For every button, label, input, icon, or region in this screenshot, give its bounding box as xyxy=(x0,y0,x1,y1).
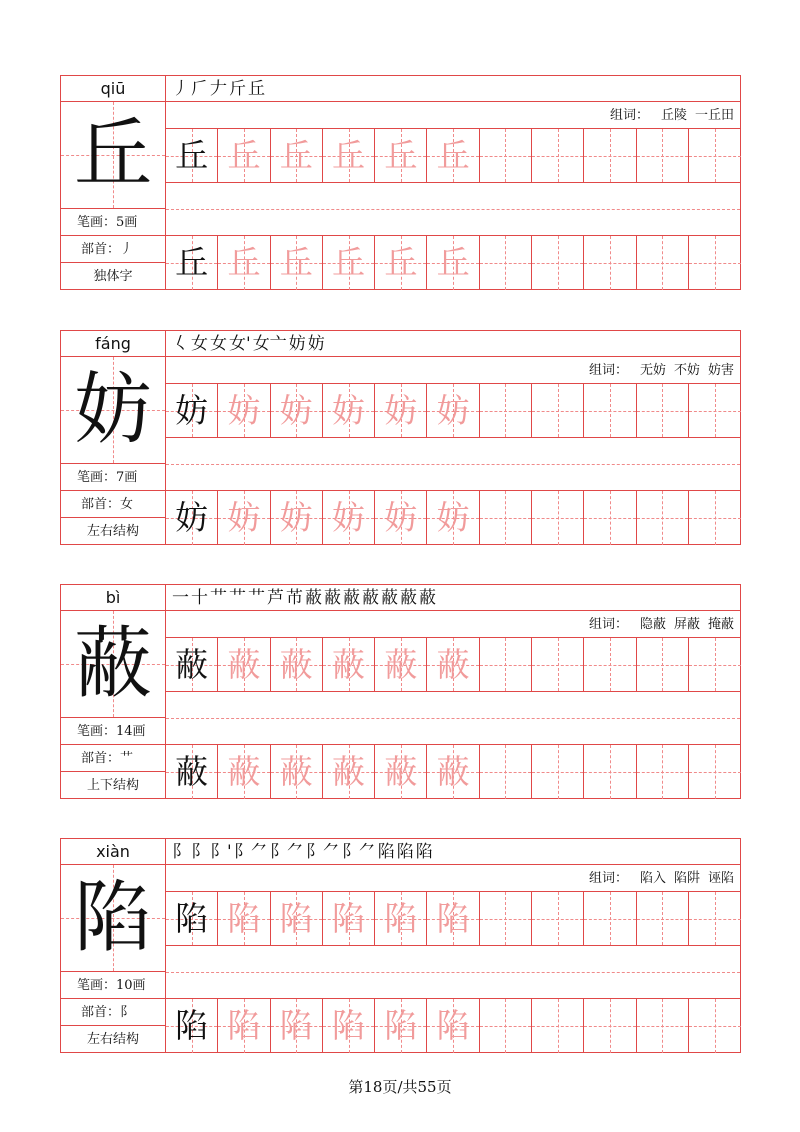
practice-cell xyxy=(427,745,479,799)
trace-char: 陷 xyxy=(332,1006,366,1045)
character-practice-block xyxy=(60,330,741,545)
practice-cell xyxy=(218,892,270,945)
model-char: 丘 xyxy=(175,243,209,282)
stroke-count: 笔画：14画 xyxy=(61,718,165,745)
structure: 上下结构 xyxy=(86,778,139,793)
stroke-step: 阝⺈ xyxy=(269,842,304,862)
trace-char: 蔽 xyxy=(227,645,261,684)
stroke-step: 艹 xyxy=(210,588,227,608)
practice-cell xyxy=(166,745,218,799)
structure: 左右结构 xyxy=(86,524,139,539)
pinyin: xiàn xyxy=(61,839,165,865)
stroke-step: 丿 xyxy=(172,79,189,99)
trace-char: 陷 xyxy=(436,1006,470,1045)
practice-cell xyxy=(218,745,270,799)
practice-cell xyxy=(480,999,532,1053)
practice-cell xyxy=(584,491,636,545)
model-char: 妨 xyxy=(175,498,209,537)
practice-area xyxy=(166,585,740,798)
practice-cell xyxy=(689,638,741,691)
stroke-step: 蔽 xyxy=(400,588,417,608)
char-info-column xyxy=(61,331,166,544)
stroke-step: 艹 xyxy=(229,588,246,608)
stroke-count: 笔画：5画 xyxy=(61,209,165,236)
practice-cell xyxy=(323,638,375,691)
stroke-order xyxy=(166,839,740,865)
practice-cell xyxy=(166,999,218,1053)
practice-cell xyxy=(584,892,636,945)
practice-grid-row xyxy=(166,236,740,290)
vocab-word: 屏蔽 xyxy=(673,617,700,632)
vocab-word: 无妨 xyxy=(639,363,666,378)
vocab-word: 一丘田 xyxy=(694,108,734,123)
practice-cell xyxy=(323,384,375,437)
trace-char: 丘 xyxy=(332,243,366,282)
practice-cell xyxy=(637,491,689,545)
stroke-step: 芇 xyxy=(286,588,303,608)
practice-cell xyxy=(480,384,532,437)
vocabulary xyxy=(166,357,740,384)
stroke-step: 阝⺈ xyxy=(341,842,376,862)
trace-char: 丘 xyxy=(332,136,366,175)
practice-cell xyxy=(218,999,270,1053)
practice-cell xyxy=(689,236,741,290)
spacer-row xyxy=(166,183,740,236)
practice-cell xyxy=(218,491,270,545)
vocab-label: 组词： xyxy=(588,363,628,378)
practice-cell xyxy=(637,892,689,945)
practice-cell xyxy=(532,236,584,290)
large-char: 丘 xyxy=(73,110,152,200)
practice-cell xyxy=(480,892,532,945)
pinyin: qiū xyxy=(61,76,165,102)
large-char: 陷 xyxy=(73,873,152,963)
practice-cell xyxy=(323,129,375,182)
practice-cell xyxy=(480,129,532,182)
trace-char: 陷 xyxy=(227,899,261,938)
large-char-box xyxy=(61,357,165,464)
practice-cell xyxy=(584,745,636,799)
stroke-step: 阝⺈ xyxy=(233,842,268,862)
pinyin: fáng xyxy=(61,331,165,357)
practice-cell xyxy=(271,745,323,799)
practice-cell xyxy=(375,236,427,290)
practice-cell xyxy=(375,129,427,182)
practice-cell xyxy=(427,384,479,437)
character-practice-block xyxy=(60,838,741,1053)
practice-grid-row xyxy=(166,129,740,183)
practice-cell xyxy=(271,491,323,545)
page-footer: 第18页/共55页 xyxy=(348,1078,452,1096)
practice-grid-row xyxy=(166,999,740,1053)
stroke-step: 丘 xyxy=(248,79,265,99)
stroke-step: 𡿨 xyxy=(172,334,189,354)
stroke-order xyxy=(166,331,740,357)
trace-char: 妨 xyxy=(279,498,313,537)
trace-char: 陷 xyxy=(279,1006,313,1045)
practice-cell xyxy=(689,745,741,799)
practice-cell xyxy=(584,638,636,691)
practice-cell xyxy=(480,745,532,799)
trace-char: 蔽 xyxy=(384,645,418,684)
practice-grid-row xyxy=(166,745,740,799)
practice-cell xyxy=(637,129,689,182)
model-char: 丘 xyxy=(175,136,209,175)
trace-char: 妨 xyxy=(332,391,366,430)
stroke-step: 陷 xyxy=(377,842,395,862)
character-practice-block xyxy=(60,584,741,799)
stroke-step: 十 xyxy=(191,588,208,608)
practice-cell xyxy=(427,491,479,545)
practice-cell xyxy=(532,129,584,182)
stroke-step: 𠂆 xyxy=(191,79,208,99)
practice-cell xyxy=(218,384,270,437)
vocab-word: 陷入 xyxy=(639,871,666,886)
practice-grid-row xyxy=(166,638,740,692)
practice-cell xyxy=(584,129,636,182)
stroke-step: 女亠 xyxy=(252,334,287,354)
trace-char: 蔽 xyxy=(279,752,313,791)
practice-cell xyxy=(375,638,427,691)
practice-area xyxy=(166,331,740,544)
stroke-step: 蔽 xyxy=(324,588,341,608)
practice-cell xyxy=(689,384,741,437)
practice-cell xyxy=(427,129,479,182)
structure: 左右结构 xyxy=(86,1032,139,1047)
practice-cell xyxy=(271,999,323,1053)
stroke-step: 女 xyxy=(191,334,208,354)
large-char-box xyxy=(61,865,165,972)
practice-cell xyxy=(166,129,218,182)
practice-cell xyxy=(218,236,270,290)
trace-char: 陷 xyxy=(332,899,366,938)
char-info-column xyxy=(61,839,166,1052)
model-char: 妨 xyxy=(175,391,209,430)
stroke-step: 蔽 xyxy=(305,588,322,608)
trace-char: 蔽 xyxy=(279,645,313,684)
trace-char: 陷 xyxy=(227,1006,261,1045)
trace-char: 妨 xyxy=(332,498,366,537)
stroke-step: 斤 xyxy=(229,79,246,99)
large-char: 蔽 xyxy=(73,619,152,709)
spacer-row xyxy=(166,946,740,999)
practice-area xyxy=(166,839,740,1052)
stroke-step: 女 xyxy=(210,334,227,354)
large-char-box xyxy=(61,611,165,718)
practice-cell xyxy=(323,745,375,799)
radical: 部首：丿 xyxy=(61,236,165,263)
stroke-step: 陷 xyxy=(396,842,414,862)
practice-area xyxy=(166,76,740,289)
practice-cell xyxy=(166,892,218,945)
practice-cell xyxy=(271,236,323,290)
trace-char: 陷 xyxy=(384,1006,418,1045)
pinyin: bì xyxy=(61,585,165,611)
trace-char: 蔽 xyxy=(436,752,470,791)
trace-char: 妨 xyxy=(436,391,470,430)
practice-cell xyxy=(375,384,427,437)
trace-char: 妨 xyxy=(227,498,261,537)
practice-cell xyxy=(637,384,689,437)
radical: 部首：女 xyxy=(61,491,165,518)
stroke-step: 艹 xyxy=(248,588,265,608)
vocab-word: 妨害 xyxy=(707,363,734,378)
trace-char: 蔽 xyxy=(332,752,366,791)
practice-cell xyxy=(166,638,218,691)
practice-cell xyxy=(689,491,741,545)
model-char: 蔽 xyxy=(175,645,209,684)
trace-char: 妨 xyxy=(279,391,313,430)
stroke-step: ⻖ xyxy=(172,842,189,862)
stroke-step: 阝⺈ xyxy=(305,842,340,862)
vocabulary xyxy=(166,865,740,892)
practice-cell xyxy=(532,384,584,437)
stroke-order xyxy=(166,585,740,611)
stroke-count: 笔画：10画 xyxy=(61,972,165,999)
stroke-step: 陷 xyxy=(415,842,433,862)
practice-cell xyxy=(584,384,636,437)
practice-cell xyxy=(323,236,375,290)
practice-cell xyxy=(637,236,689,290)
practice-cell xyxy=(532,999,584,1053)
practice-grid-row xyxy=(166,491,740,545)
practice-cell xyxy=(480,638,532,691)
practice-cell xyxy=(375,892,427,945)
practice-cell xyxy=(271,638,323,691)
model-char: 陷 xyxy=(175,899,209,938)
stroke-step: 𠂇 xyxy=(210,79,227,99)
stroke-step: 妨 xyxy=(288,334,306,354)
trace-char: 丘 xyxy=(384,136,418,175)
practice-cell xyxy=(323,999,375,1053)
trace-char: 妨 xyxy=(227,391,261,430)
stroke-order xyxy=(166,76,740,102)
practice-cell xyxy=(271,384,323,437)
practice-cell xyxy=(480,236,532,290)
practice-cell xyxy=(427,236,479,290)
practice-cell xyxy=(689,999,741,1053)
stroke-step: 蔽 xyxy=(381,588,398,608)
practice-grid-row xyxy=(166,892,740,946)
char-info-column xyxy=(61,76,166,289)
vocab-word: 隐蔽 xyxy=(639,617,666,632)
stroke-count: 笔画：7画 xyxy=(61,464,165,491)
practice-cell xyxy=(375,745,427,799)
trace-char: 妨 xyxy=(384,498,418,537)
trace-char: 丘 xyxy=(227,243,261,282)
practice-cell xyxy=(480,491,532,545)
stroke-step: 女' xyxy=(229,334,251,354)
practice-cell xyxy=(218,638,270,691)
trace-char: 丘 xyxy=(227,136,261,175)
trace-char: 陷 xyxy=(279,899,313,938)
stroke-step: 阝' xyxy=(210,842,232,862)
practice-cell xyxy=(218,129,270,182)
practice-cell xyxy=(166,236,218,290)
radical: 部首：阝 xyxy=(61,999,165,1026)
stroke-step: 蔽 xyxy=(419,588,436,608)
structure: 独体字 xyxy=(93,269,133,284)
stroke-step: 蔽 xyxy=(362,588,379,608)
vocab-label: 组词： xyxy=(609,108,649,123)
vocab-label: 组词： xyxy=(588,617,628,632)
vocabulary xyxy=(166,611,740,638)
practice-cell xyxy=(584,236,636,290)
vocab-word: 丘陵 xyxy=(660,108,687,123)
practice-cell xyxy=(375,491,427,545)
practice-cell xyxy=(375,999,427,1053)
trace-char: 丘 xyxy=(436,243,470,282)
large-char-box xyxy=(61,102,165,209)
practice-cell xyxy=(637,638,689,691)
practice-cell xyxy=(323,892,375,945)
radical: 部首：艹 xyxy=(61,745,165,772)
vocab-word: 不妨 xyxy=(673,363,700,378)
stroke-step: 妨 xyxy=(307,334,325,354)
practice-cell xyxy=(689,892,741,945)
practice-cell xyxy=(532,638,584,691)
vocab-word: 陷阱 xyxy=(673,871,700,886)
practice-cell xyxy=(323,491,375,545)
model-char: 陷 xyxy=(175,1006,209,1045)
trace-char: 蔽 xyxy=(332,645,366,684)
trace-char: 丘 xyxy=(279,243,313,282)
large-char: 妨 xyxy=(73,365,152,455)
practice-cell xyxy=(427,638,479,691)
practice-cell xyxy=(166,491,218,545)
practice-cell xyxy=(532,491,584,545)
trace-char: 蔽 xyxy=(436,645,470,684)
vocab-word: 掩蔽 xyxy=(707,617,734,632)
vocabulary xyxy=(166,102,740,129)
spacer-row xyxy=(166,692,740,745)
practice-cell xyxy=(271,129,323,182)
practice-cell xyxy=(637,745,689,799)
practice-grid-row xyxy=(166,384,740,438)
vocab-label: 组词： xyxy=(588,871,628,886)
trace-char: 丘 xyxy=(384,243,418,282)
practice-cell xyxy=(427,892,479,945)
practice-cell xyxy=(271,892,323,945)
model-char: 蔽 xyxy=(175,752,209,791)
trace-char: 妨 xyxy=(436,498,470,537)
practice-cell xyxy=(689,129,741,182)
stroke-step: 蔽 xyxy=(343,588,360,608)
character-practice-block xyxy=(60,75,741,290)
practice-cell xyxy=(584,999,636,1053)
stroke-step: 芦 xyxy=(267,588,284,608)
trace-char: 妨 xyxy=(384,391,418,430)
practice-cell xyxy=(427,999,479,1053)
practice-cell xyxy=(532,745,584,799)
practice-cell xyxy=(166,384,218,437)
trace-char: 丘 xyxy=(279,136,313,175)
trace-char: 蔽 xyxy=(227,752,261,791)
char-info-column xyxy=(61,585,166,798)
trace-char: 丘 xyxy=(436,136,470,175)
spacer-row xyxy=(166,438,740,491)
practice-cell xyxy=(637,999,689,1053)
trace-char: 蔽 xyxy=(384,752,418,791)
stroke-step: 一 xyxy=(172,588,189,608)
vocab-word: 诬陷 xyxy=(707,871,734,886)
trace-char: 陷 xyxy=(384,899,418,938)
stroke-step: 阝 xyxy=(191,842,208,862)
trace-char: 陷 xyxy=(436,899,470,938)
practice-cell xyxy=(532,892,584,945)
